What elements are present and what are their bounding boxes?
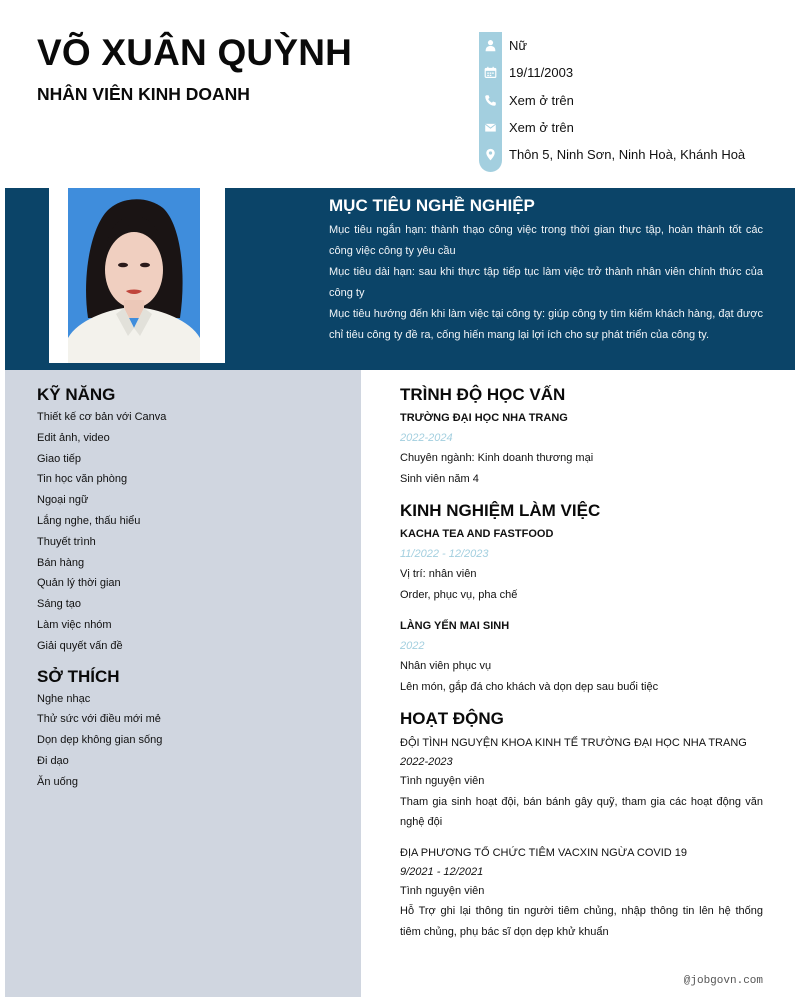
phone-icon <box>479 87 502 114</box>
objective-title: MỤC TIÊU NGHỀ NGHIỆP <box>329 196 535 215</box>
skill-item: Giao tiếp <box>37 452 82 465</box>
experience-line: Order, phục vụ, pha chế <box>400 588 518 601</box>
skill-item: Thiết kế cơ bản với Canva <box>37 411 167 423</box>
experience-date: 2022 <box>400 640 425 652</box>
activity-role: Tình nguyện viên <box>400 775 485 787</box>
contact-email <box>479 114 745 141</box>
skill-item: Lắng nghe, thấu hiểu <box>37 514 141 527</box>
activity-desc: Hỗ Trợ ghi lại thông tin người tiêm chủng, nhập thông tin lên hệ thống tiêm chủng, phụ bác sĩ dọn dẹp khử khuẩn <box>400 905 763 938</box>
objective-long-term: Mục tiêu dài hạn: sau khi thực tập tiếp tục làm việc trở thành nhân viên chính thức của công ty <box>329 266 763 299</box>
objective-company-goal: Mục tiêu hướng đến khi làm việc tại công ty: giúp công ty tìm kiếm khách hàng, đạt được chỉ tiêu công ty đề ra, cống hiến mang lại lợi ích cho sự phát triển của công ty. <box>329 308 763 341</box>
location-pin-icon <box>479 141 502 168</box>
user-icon <box>479 32 502 59</box>
skill-item: Ngoại ngữ <box>37 494 89 507</box>
experience-entry <box>400 524 763 605</box>
activity-entry <box>400 733 763 833</box>
activity-date: 9/2021 - 12/2021 <box>400 865 484 878</box>
skill-item: Bán hàng <box>37 556 85 569</box>
hobby-item: Thử sức với điều mới mẻ <box>37 713 161 726</box>
experience-line: Nhân viên phục vụ <box>400 660 492 672</box>
hobby-item: Đi dạo <box>37 754 69 767</box>
activity-org: ĐỘI TÌNH NGUYỆN KHOA KINH TẾ TRƯỜNG ĐẠI HỌC NHA TRANG <box>400 737 747 749</box>
right-column-content <box>400 383 763 942</box>
watermark: @jobgovn.com <box>683 975 763 987</box>
hobby-item: Nghe nhạc <box>37 692 91 705</box>
candidate-name: VÕ XUÂN QUỲNH <box>37 32 353 73</box>
skill-item: Edit ảnh, video <box>37 431 110 444</box>
experience-line: Vị trí: nhân viên <box>400 568 477 580</box>
career-objective-section <box>329 196 763 346</box>
activity-desc: Tham gia sinh hoạt đội, bán bánh gây quỹ, tham gia các hoạt động văn nghệ đội <box>400 795 763 828</box>
skill-item: Sáng tạo <box>37 598 82 611</box>
hobby-item: Dọn dẹp không gian sống <box>37 734 163 747</box>
contact-list <box>479 32 745 168</box>
skills-title: KỸ NĂNG <box>37 385 116 404</box>
activity-org: ĐỊA PHƯƠNG TỔ CHỨC TIÊM VACXIN NGỪA COVID 19 <box>400 846 687 859</box>
education-year: Sinh viên năm 4 <box>400 472 479 485</box>
phone-value[interactable]: Xem ở trên <box>509 92 574 108</box>
address-value: Thôn 5, Ninh Sơn, Ninh Hoà, Khánh Hoà <box>509 147 746 163</box>
contact-gender <box>479 32 745 59</box>
education-entry <box>400 408 763 489</box>
hobby-item: Ăn uống <box>37 775 78 788</box>
candidate-role: NHÂN VIÊN KINH DOANH <box>37 84 250 104</box>
skill-item: Tin học văn phòng <box>37 473 128 486</box>
skill-item: Thuyết trình <box>37 535 96 548</box>
objective-short-term: Mục tiêu ngắn hạn: thành thạo công việc trong thời gian thực tập, hoàn thành tốt các công việc công ty yêu cầu <box>329 224 763 257</box>
experience-entry <box>400 616 763 697</box>
contact-birthday <box>479 59 745 86</box>
skill-item: Làm việc nhóm <box>37 618 112 631</box>
calendar-icon <box>479 59 502 86</box>
hobbies-title: SỞ THÍCH <box>37 666 120 686</box>
skill-item: Giải quyết vấn đề <box>37 639 123 652</box>
experience-company: LÀNG YẾN MAI SINH <box>400 620 510 632</box>
experience-date: 11/2022 - 12/2023 <box>400 548 489 560</box>
activities-title: HOẠT ĐỘNG <box>400 709 504 728</box>
experience-company: KACHA TEA AND FASTFOOD <box>400 528 554 540</box>
activity-entry <box>400 843 763 943</box>
education-date: 2022-2024 <box>400 432 453 444</box>
skill-item: Quản lý thời gian <box>37 577 121 590</box>
email-icon <box>479 114 502 141</box>
birthday-value: 19/11/2003 <box>509 65 574 81</box>
experience-title: KINH NGHIỆM LÀM VIỆC <box>400 501 601 520</box>
activity-date: 2022-2023 <box>400 756 453 768</box>
gender-value: Nữ <box>509 38 528 54</box>
experience-line: Lên món, gắp đá cho khách và dọn dẹp sau buổi tiệc <box>400 680 659 693</box>
contact-address <box>479 141 745 168</box>
school-name: TRƯỜNG ĐẠI HỌC NHA TRANG <box>400 412 568 424</box>
education-title: TRÌNH ĐỘ HỌC VẤN <box>400 385 566 404</box>
contact-phone <box>479 87 745 114</box>
left-column-content <box>37 383 337 793</box>
education-major: Chuyên ngành: Kinh doanh thương mại <box>400 452 594 464</box>
activity-role: Tình nguyện viên <box>400 884 485 897</box>
email-value[interactable]: Xem ở trên <box>509 120 574 136</box>
profile-photo <box>68 188 200 363</box>
